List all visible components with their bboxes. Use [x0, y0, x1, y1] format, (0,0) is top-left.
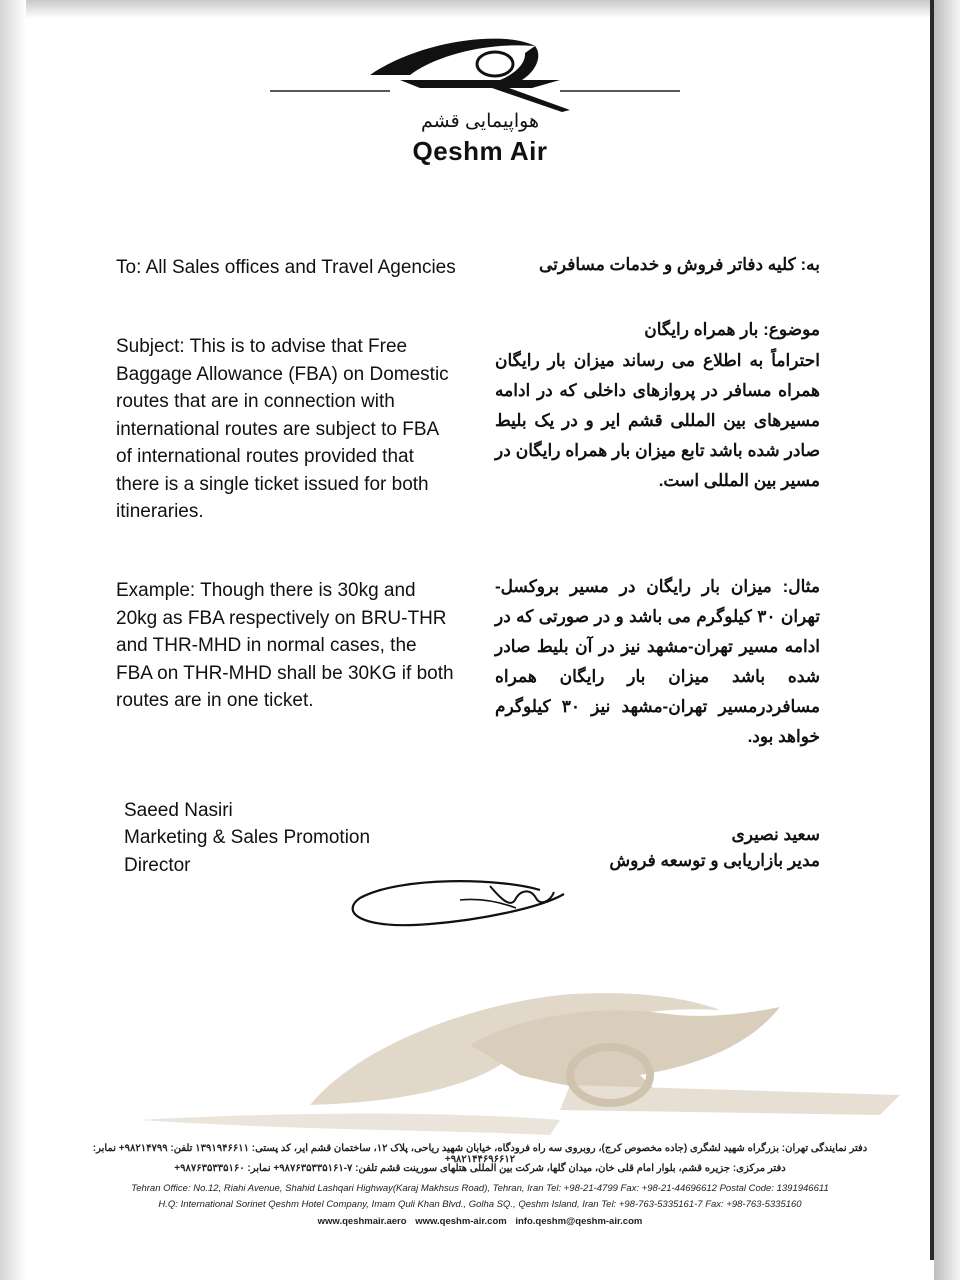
- example-persian: مثال: میزان بار رایگان در مسیر بروکسل- تهران ۳۰ کیلوگرم می باشد و در صورتی که در ادامه مسیر تهران-مشهد نیز در آن بلیط صادر شده باشد میزان بار رایگان همراه مسافردرمسیر تهران-مشهد نیز ۳۰ کیلوگرم خواهد بود.: [495, 577, 821, 746]
- brand-name-persian: هواپیمایی قشم: [421, 111, 539, 132]
- signature-icon: [340, 868, 570, 936]
- website-link-1[interactable]: www.qeshmair.aero: [317, 1216, 407, 1227]
- footer-hq-address-persian: دفتر مرکزی: جزیره قشم، بلوار امام قلی خان، میدان گلها، شرکت بین المللی هتلهای سورینت قشم تلفن: ۷-۹۸۷۶۳۵۳۳۵۱۶۱+ نمابر: ۹۸۷۶۳۵۳۳۵۱۶۰+: [174, 1163, 786, 1174]
- website-link-2[interactable]: www.qeshm-air.com: [415, 1216, 507, 1227]
- addressee-english: To: All Sales offices and Travel Agencies: [116, 257, 456, 278]
- footer-tehran-address-english: Tehran Office: No.12, Riahi Avenue, Shahid Lashqari Highway(Karaj Makhsus Road), Tehran, Iran Tel: +98-21-4799 Fax: +98-21-44696612 Postal Code: 1391946611: [131, 1183, 829, 1194]
- subject-english: Subject: This is to advise that Free Baggage Allowance (FBA) on Domestic routes that are in connection with international routes are subject to FBA of international routes provided that there is a single ticket issued for both itineraries.: [116, 336, 449, 522]
- signer-name-persian: سعید نصیری: [731, 825, 820, 844]
- brand-name-english: Qeshm Air: [412, 136, 548, 166]
- subject-persian: موضوع: بار همراه رایگان: [644, 320, 820, 339]
- scan-edge-right: [934, 0, 960, 1280]
- footer-tehran-address-persian: دفتر نمایندگی تهران: بزرگراه شهید لشگری (جاده مخصوص کرج)، روبروی سه راه فرودگاه، خیابان شهید ریاحی، پلاک ۱۲، ساختمان قشم ایر، کد پستی: ۱۳۹۱۹۴۶۶۱۱ تلفن: ۹۸۲۱۴۷۹۹+ نمابر: ۹۸۲۱۴۴۶۹۶۶۱۲+: [92, 1143, 868, 1165]
- body-persian: احتراماً به اطلاع می رساند میزان بار رایگان همراه مسافر در پروازهای داخلی که در ادامه مسیرهای بین المللی قشم ایر و در یک بلیط صادر شده باشد تابع میزان بار همراه رایگان در مسیر بین المللی است.: [495, 351, 820, 490]
- watermark-logo-icon: [140, 985, 900, 1145]
- signer-title-persian: مدیر بازاریابی و توسعه فروش: [609, 851, 820, 870]
- footer-hq-address-english: H.Q: International Sorinet Qeshm Hotel Company, Imam Quli Khan Blvd., Golha SQ., Qeshm Island, Iran Tel: +98-763-5335161-7 Fax: +98-763-5335160: [158, 1199, 802, 1210]
- signer-name-english: Saeed Nasiri: [124, 800, 233, 821]
- scan-edge-top: [0, 0, 960, 18]
- scan-edge-left: [0, 0, 26, 1280]
- email-link[interactable]: info.qeshm@qeshm-air.com: [515, 1216, 643, 1227]
- signer-title-english: Marketing & Sales Promotion Director: [124, 827, 371, 876]
- example-english: Example: Though there is 30kg and 20kg as FBA respectively on BRU-THR and THR-MHD in normal cases, the FBA on THR-MHD shall be 30KG if both routes are in one ticket.: [116, 580, 454, 711]
- footer-contacts: [60, 1216, 900, 1227]
- addressee-persian: به: کلیه دفاتر فروش و خدمات مسافرتی: [538, 255, 820, 274]
